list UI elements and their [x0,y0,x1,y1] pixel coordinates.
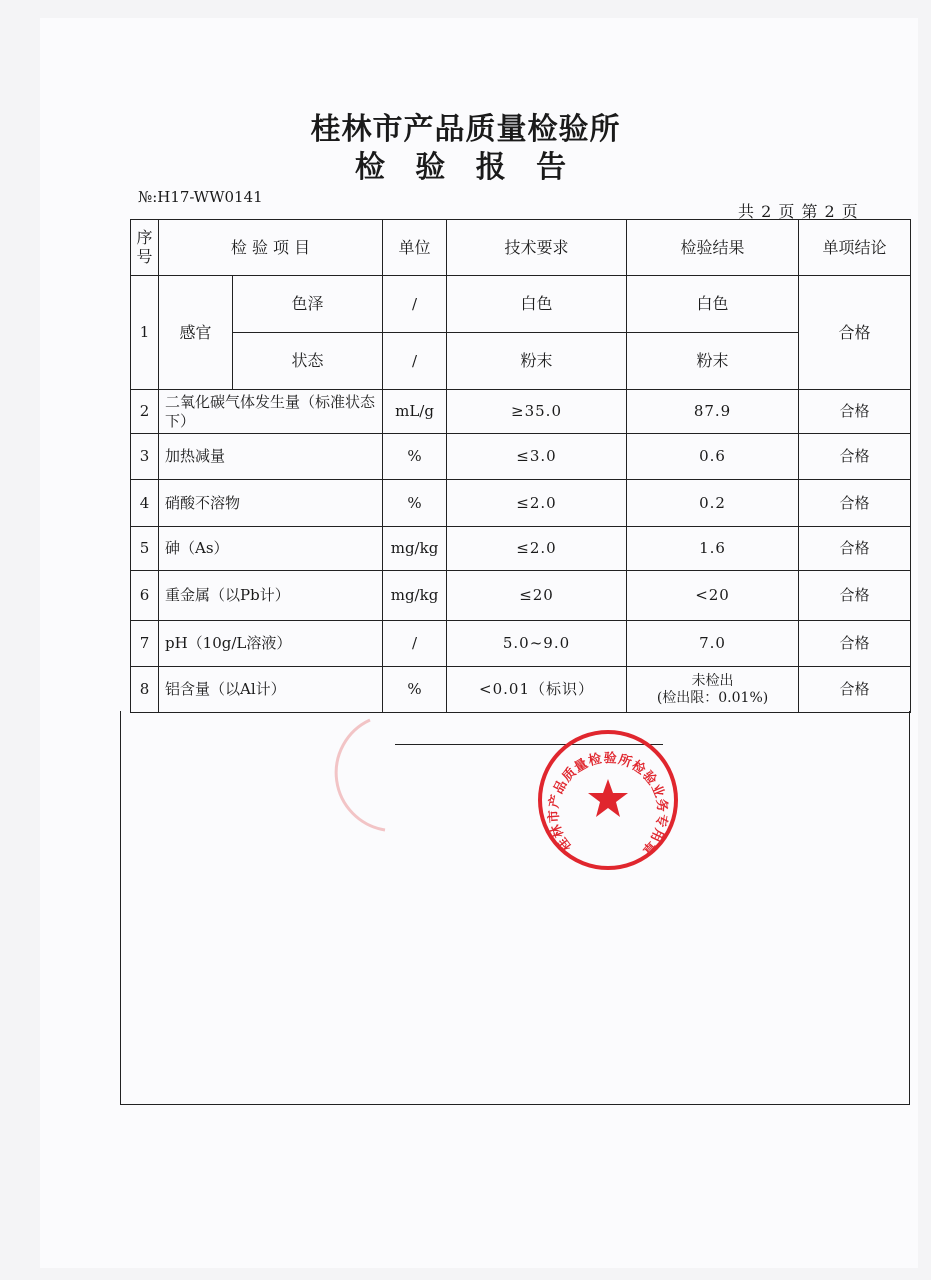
header-item: 检 验 项 目 [159,220,383,276]
table-header-row [131,220,911,276]
table-row [131,527,911,571]
row-conclusion: 合格 [799,390,911,434]
blank-area [120,711,910,1105]
row-unit: / [383,333,447,390]
row-requirement: ≤3.0 [447,434,627,480]
table-row [131,333,911,390]
header-requirement: 技术要求 [447,220,627,276]
header-seq: 序号 [131,220,159,276]
row-item: 二氧化碳气体发生量（标准状态下） [159,390,383,434]
row-seq: 2 [131,390,159,434]
row-seq: 7 [131,621,159,667]
row-item: 铝含量（以Al计） [159,667,383,713]
row-requirement: 5.0~9.0 [447,621,627,667]
table-row [131,667,911,713]
row-requirement: ≤2.0 [447,480,627,527]
row-result: 7.0 [627,621,799,667]
row-result-note: (检出限：0.01%) [656,689,769,706]
faint-seal-mark [330,705,460,835]
row-result: 未检出 [691,672,734,689]
row-conclusion: 合格 [799,527,911,571]
row-requirement: <0.01（标识） [447,667,627,713]
report-number: №:H17-WW0141 [138,188,263,206]
seal-text: 桂林市产品质量检验所检验业务专用章 [546,751,670,858]
row-item: 硝酸不溶物 [159,480,383,527]
row-conclusion: 合格 [799,434,911,480]
report-title: 检 验 报 告 [354,150,577,185]
table-row [131,434,911,480]
row-requirement: 粉末 [447,333,627,390]
row-item: 重金属（以Pb计） [159,571,383,621]
official-seal [535,727,681,873]
row-unit: / [383,621,447,667]
row-result: 白色 [627,276,799,333]
row-item: 加热减量 [159,434,383,480]
header-unit: 单位 [383,220,447,276]
row-result-cell [627,667,799,713]
row-unit: mL/g [383,390,447,434]
table-row [131,390,911,434]
row-result: <20 [627,571,799,621]
inspection-table [130,219,911,713]
table-row [131,276,911,333]
row-requirement: ≤20 [447,571,627,621]
row-conclusion: 合格 [799,621,911,667]
row-unit: / [383,276,447,333]
row-seq: 8 [131,667,159,713]
institute-title: 桂林市产品质量检验所 [310,112,621,147]
row-item: 砷（As） [159,527,383,571]
page-info: 共 2 页 第 2 页 [738,202,859,221]
header-conclusion: 单项结论 [799,220,911,276]
row-result: 0.2 [627,480,799,527]
table-row [131,621,911,667]
row-conclusion: 合格 [799,571,911,621]
row-unit: % [383,480,447,527]
row-requirement: ≥35.0 [447,390,627,434]
row-subitem: 状态 [233,333,383,390]
row-conclusion: 合格 [799,667,911,713]
row-result: 87.9 [627,390,799,434]
row-unit: mg/kg [383,527,447,571]
row-unit: mg/kg [383,571,447,621]
row-conclusion: 合格 [799,480,911,527]
row-result: 粉末 [627,333,799,390]
row-seq: 4 [131,480,159,527]
row-item: pH（10g/L溶液） [159,621,383,667]
row-requirement: 白色 [447,276,627,333]
table-row [131,571,911,621]
row-unit: % [383,667,447,713]
row-seq: 3 [131,434,159,480]
row-requirement: ≤2.0 [447,527,627,571]
row-conclusion: 合格 [799,276,911,390]
row-subitem: 色泽 [233,276,383,333]
header-result: 检验结果 [627,220,799,276]
row-result: 0.6 [627,434,799,480]
row-seq: 5 [131,527,159,571]
row-group: 感官 [159,276,233,390]
row-unit: % [383,434,447,480]
row-seq: 1 [131,276,159,390]
row-seq: 6 [131,571,159,621]
table-row [131,480,911,527]
row-result: 1.6 [627,527,799,571]
